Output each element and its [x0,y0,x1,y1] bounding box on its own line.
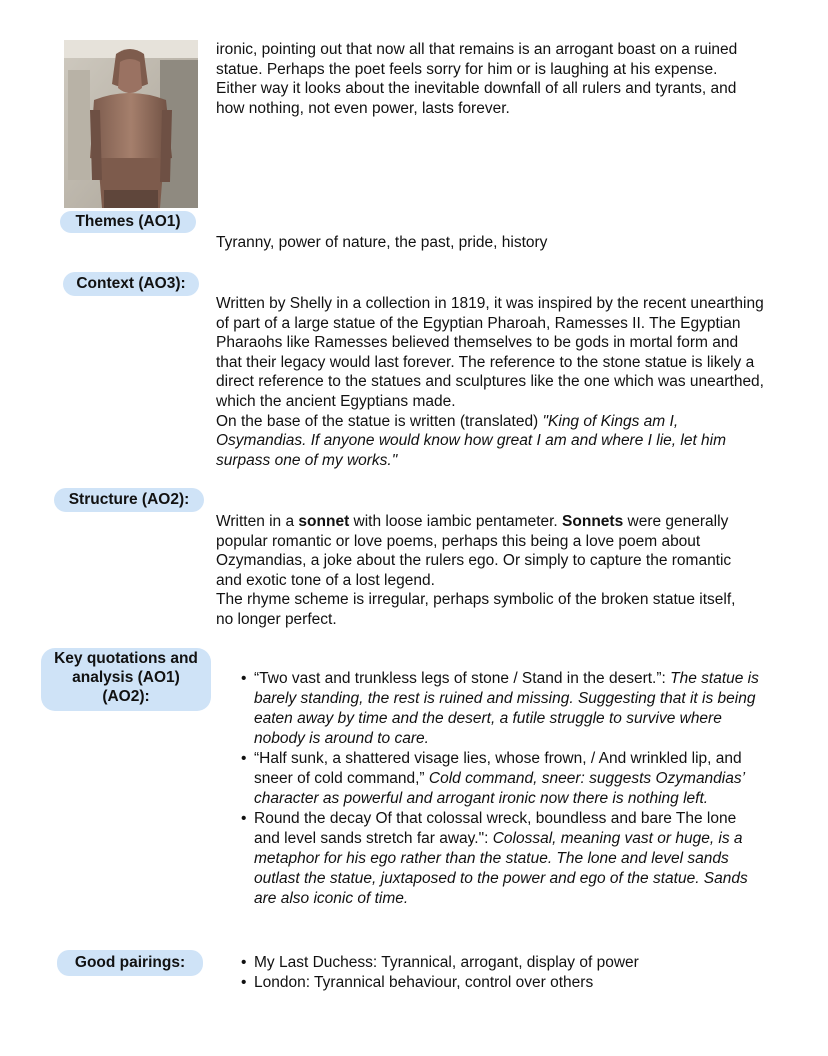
structure-p1-bold-2: Sonnets [562,513,624,530]
list-item: • My Last Duchess: Tyrannical, arrogant, display of power [238,953,778,973]
context-text: Written by Shelly in a collection in 1819, it was inspired by the recent unearthing of part of a large statue of the Egyptian Pharoah, Ramesses II. The Egyptian Pharaohs like Ramesses believed themselves to be gods in mortal form and that their legacy would last forever. The reference to the stone statue is likely a direct reference to the statues and sculptures like the one which was unearthed, which the ancient Egyptians made. [216,295,764,410]
list-item: • London: Tyrannical behaviour, control over others [238,973,778,993]
context-label: Context (AO3): [63,272,199,296]
list-item [238,669,763,749]
structure-p1-e: were generally popular romantic or love poems, perhaps this being a love poem about Ozymandias, a joke about the rulers ego. Or simply to capture the romantic and exotic tone of a lost legend. [216,513,732,589]
quotations-label [41,648,211,711]
quotation-text: “Two vast and trunkless legs of stone / Stand in the desert.”: [254,670,671,687]
structure-p1-c: with loose iambic pentameter. [349,513,563,530]
quotation-text: “Half sunk, a shattered visage lies, whose frown, / And wrinkled lip, and sneer of cold command,” [254,750,742,787]
list-item [238,809,763,909]
context-base-text: On the base of the statue is written (translated) [216,412,543,430]
structure-p1-a: Written in a [216,513,299,530]
pairings-list [238,953,778,993]
structure-p1 [216,512,756,590]
structure-p1-bold-1: sonnet [298,513,350,530]
themes-label: Themes (AO1) [60,211,196,233]
pairings-label: Good pairings: [57,950,203,976]
structure-p2: The rhyme scheme is irregular, perhaps symbolic of the broken statue itself, no longer perfect. [216,591,736,628]
context-paragraph [216,294,766,470]
quotations-label-line2: analysis (AO1) [72,669,180,686]
intro-paragraph [216,40,756,118]
structure-label: Structure (AO2): [54,488,204,512]
quotation-analysis: Cold command, sneer: suggests Ozymandias’ character as powerful and arrogant ironic now there is nothing left. [254,770,745,807]
context-base-quote: "King of Kings am I, Osymandias. If anyone would know how great I am and where I lie, let him surpass one of my works." [216,412,727,469]
quotation-analysis: The statue is barely standing, the rest is ruined and missing. Suggesting that it is being eaten away by time and the desert, a futile struggle to survive where nobody is around to care. [254,670,759,747]
statue-image [64,40,198,208]
structure-paragraph [216,512,756,630]
quotation-text: Round the decay Of that colossal wreck, boundless and bare The lone and level sands stretch far away.": [254,810,737,847]
quotations-list [238,669,763,909]
statue-photo [64,40,198,208]
quotations-label-line1: Key quotations and [54,650,198,667]
quotation-analysis: Colossal, meaning vast or huge, is a metaphor for his ego rather than the statue. The lone and level sands outlast the statue, juxtaposed to the power and ego of the statue. Sands are also iconic of time. [254,830,748,907]
themes-text: Tyranny, power of nature, the past, pride, history [216,234,548,251]
context-base [216,412,766,471]
list-item [238,749,763,809]
intro-text: ironic, pointing out that now all that remains is an arrogant boast on a ruined statue. Perhaps the poet feels sorry for him or is laughing at his expense. Either way it looks about the inevitable downfall of all rulers and tyrants, and how nothing, not even power, lasts forever. [216,41,738,117]
quotations-label-line3: (AO2): [102,688,150,705]
